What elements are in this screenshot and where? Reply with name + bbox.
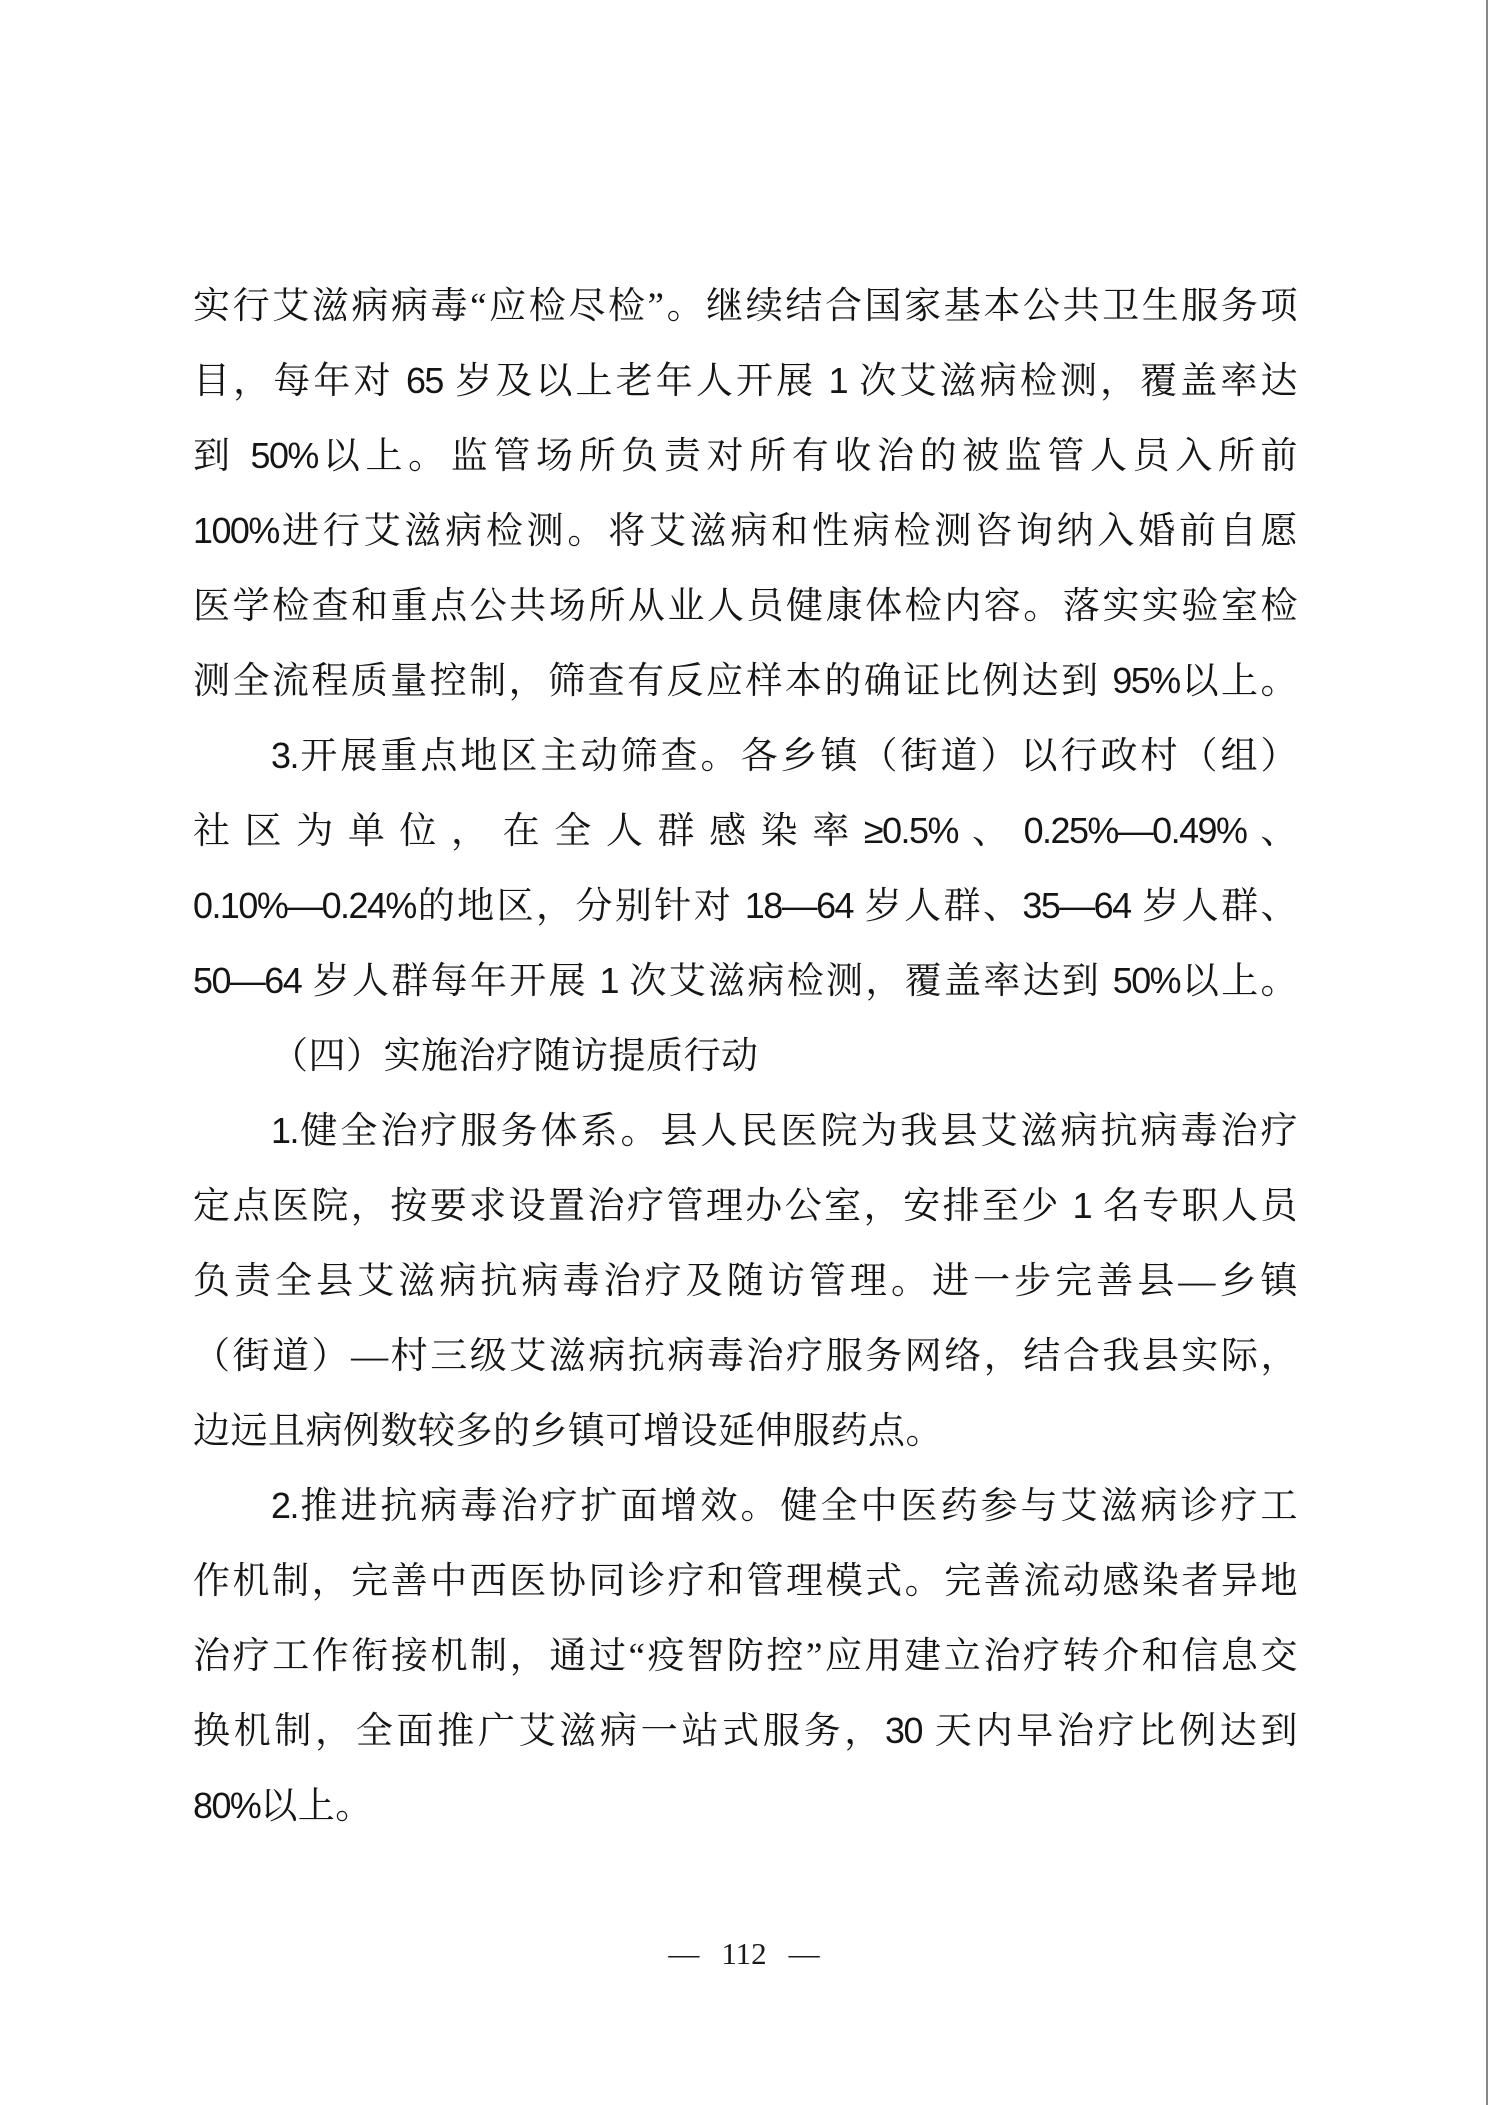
text-line: 测全流程质量控制，筛查有反应样本的确证比例达到 95%以上。 xyxy=(193,661,1299,702)
page-number: 112 xyxy=(721,1936,767,1971)
text-line: 50—64 岁人群每年开展 1 次艾滋病检测，覆盖率达到 50%以上。 xyxy=(193,961,1299,1002)
text-line: 定点医院，按要求设置治疗管理办公室，安排至少 1 名专职人员 xyxy=(193,1186,1299,1227)
text-line: 2.推进抗病毒治疗扩面增效。健全中医药参与艾滋病诊疗工 xyxy=(271,1486,1298,1527)
text-line: （街道）—村三级艾滋病抗病毒治疗服务网络，结合我县实际， xyxy=(193,1336,1298,1377)
text-line: 1.健全治疗服务体系。县人民医院为我县艾滋病抗病毒治疗 xyxy=(271,1111,1298,1152)
text-line: 负责全县艾滋病抗病毒治疗及随访管理。进一步完善县—乡镇 xyxy=(193,1261,1298,1302)
text-line: 实行艾滋病病毒“应检尽检”。继续结合国家基本公共卫生服务项 xyxy=(193,286,1298,327)
footer-left-dash: — xyxy=(668,1936,700,1971)
footer-right-dash: — xyxy=(788,1936,820,1971)
text-line: 目，每年对 65 岁及以上老年人开展 1 次艾滋病检测，覆盖率达 xyxy=(193,361,1299,402)
text-line: 80%以上。 xyxy=(193,1786,373,1827)
text-line: 100%进行艾滋病检测。将艾滋病和性病检测咨询纳入婚前自愿 xyxy=(193,511,1298,552)
text-line: 边远且病例数较多的乡镇可增设延伸服药点。 xyxy=(193,1411,943,1452)
text-line: 作机制，完善中西医协同诊疗和管理模式。完善流动感染者异地 xyxy=(193,1561,1298,1602)
text-line: （四）实施治疗随访提质行动 xyxy=(271,1036,759,1077)
page-footer xyxy=(0,1934,1488,1974)
text-line: 医学检查和重点公共场所从业人员健康体检内容。落实实验室检 xyxy=(193,586,1298,627)
text-block xyxy=(193,269,1298,1844)
text-line: 到 50%以上。监管场所负责对所有收治的被监管人员入所前 xyxy=(193,436,1299,477)
text-line: 0.10%—0.24%的地区，分别针对 18—64 岁人群、35—64 岁人群、 xyxy=(193,886,1299,927)
text-line: 换机制，全面推广艾滋病一站式服务，30 天内早治疗比例达到 xyxy=(193,1711,1299,1752)
text-line: 3.开展重点地区主动筛查。各乡镇（街道）以行政村（组） xyxy=(271,736,1298,777)
text-line: 治疗工作衔接机制，通过“疫智防控”应用建立治疗转介和信息交 xyxy=(193,1636,1298,1677)
text-line: 社区为单位，在全人群感染率≥0.5%、0.25%—0.49%、 xyxy=(193,811,1299,852)
